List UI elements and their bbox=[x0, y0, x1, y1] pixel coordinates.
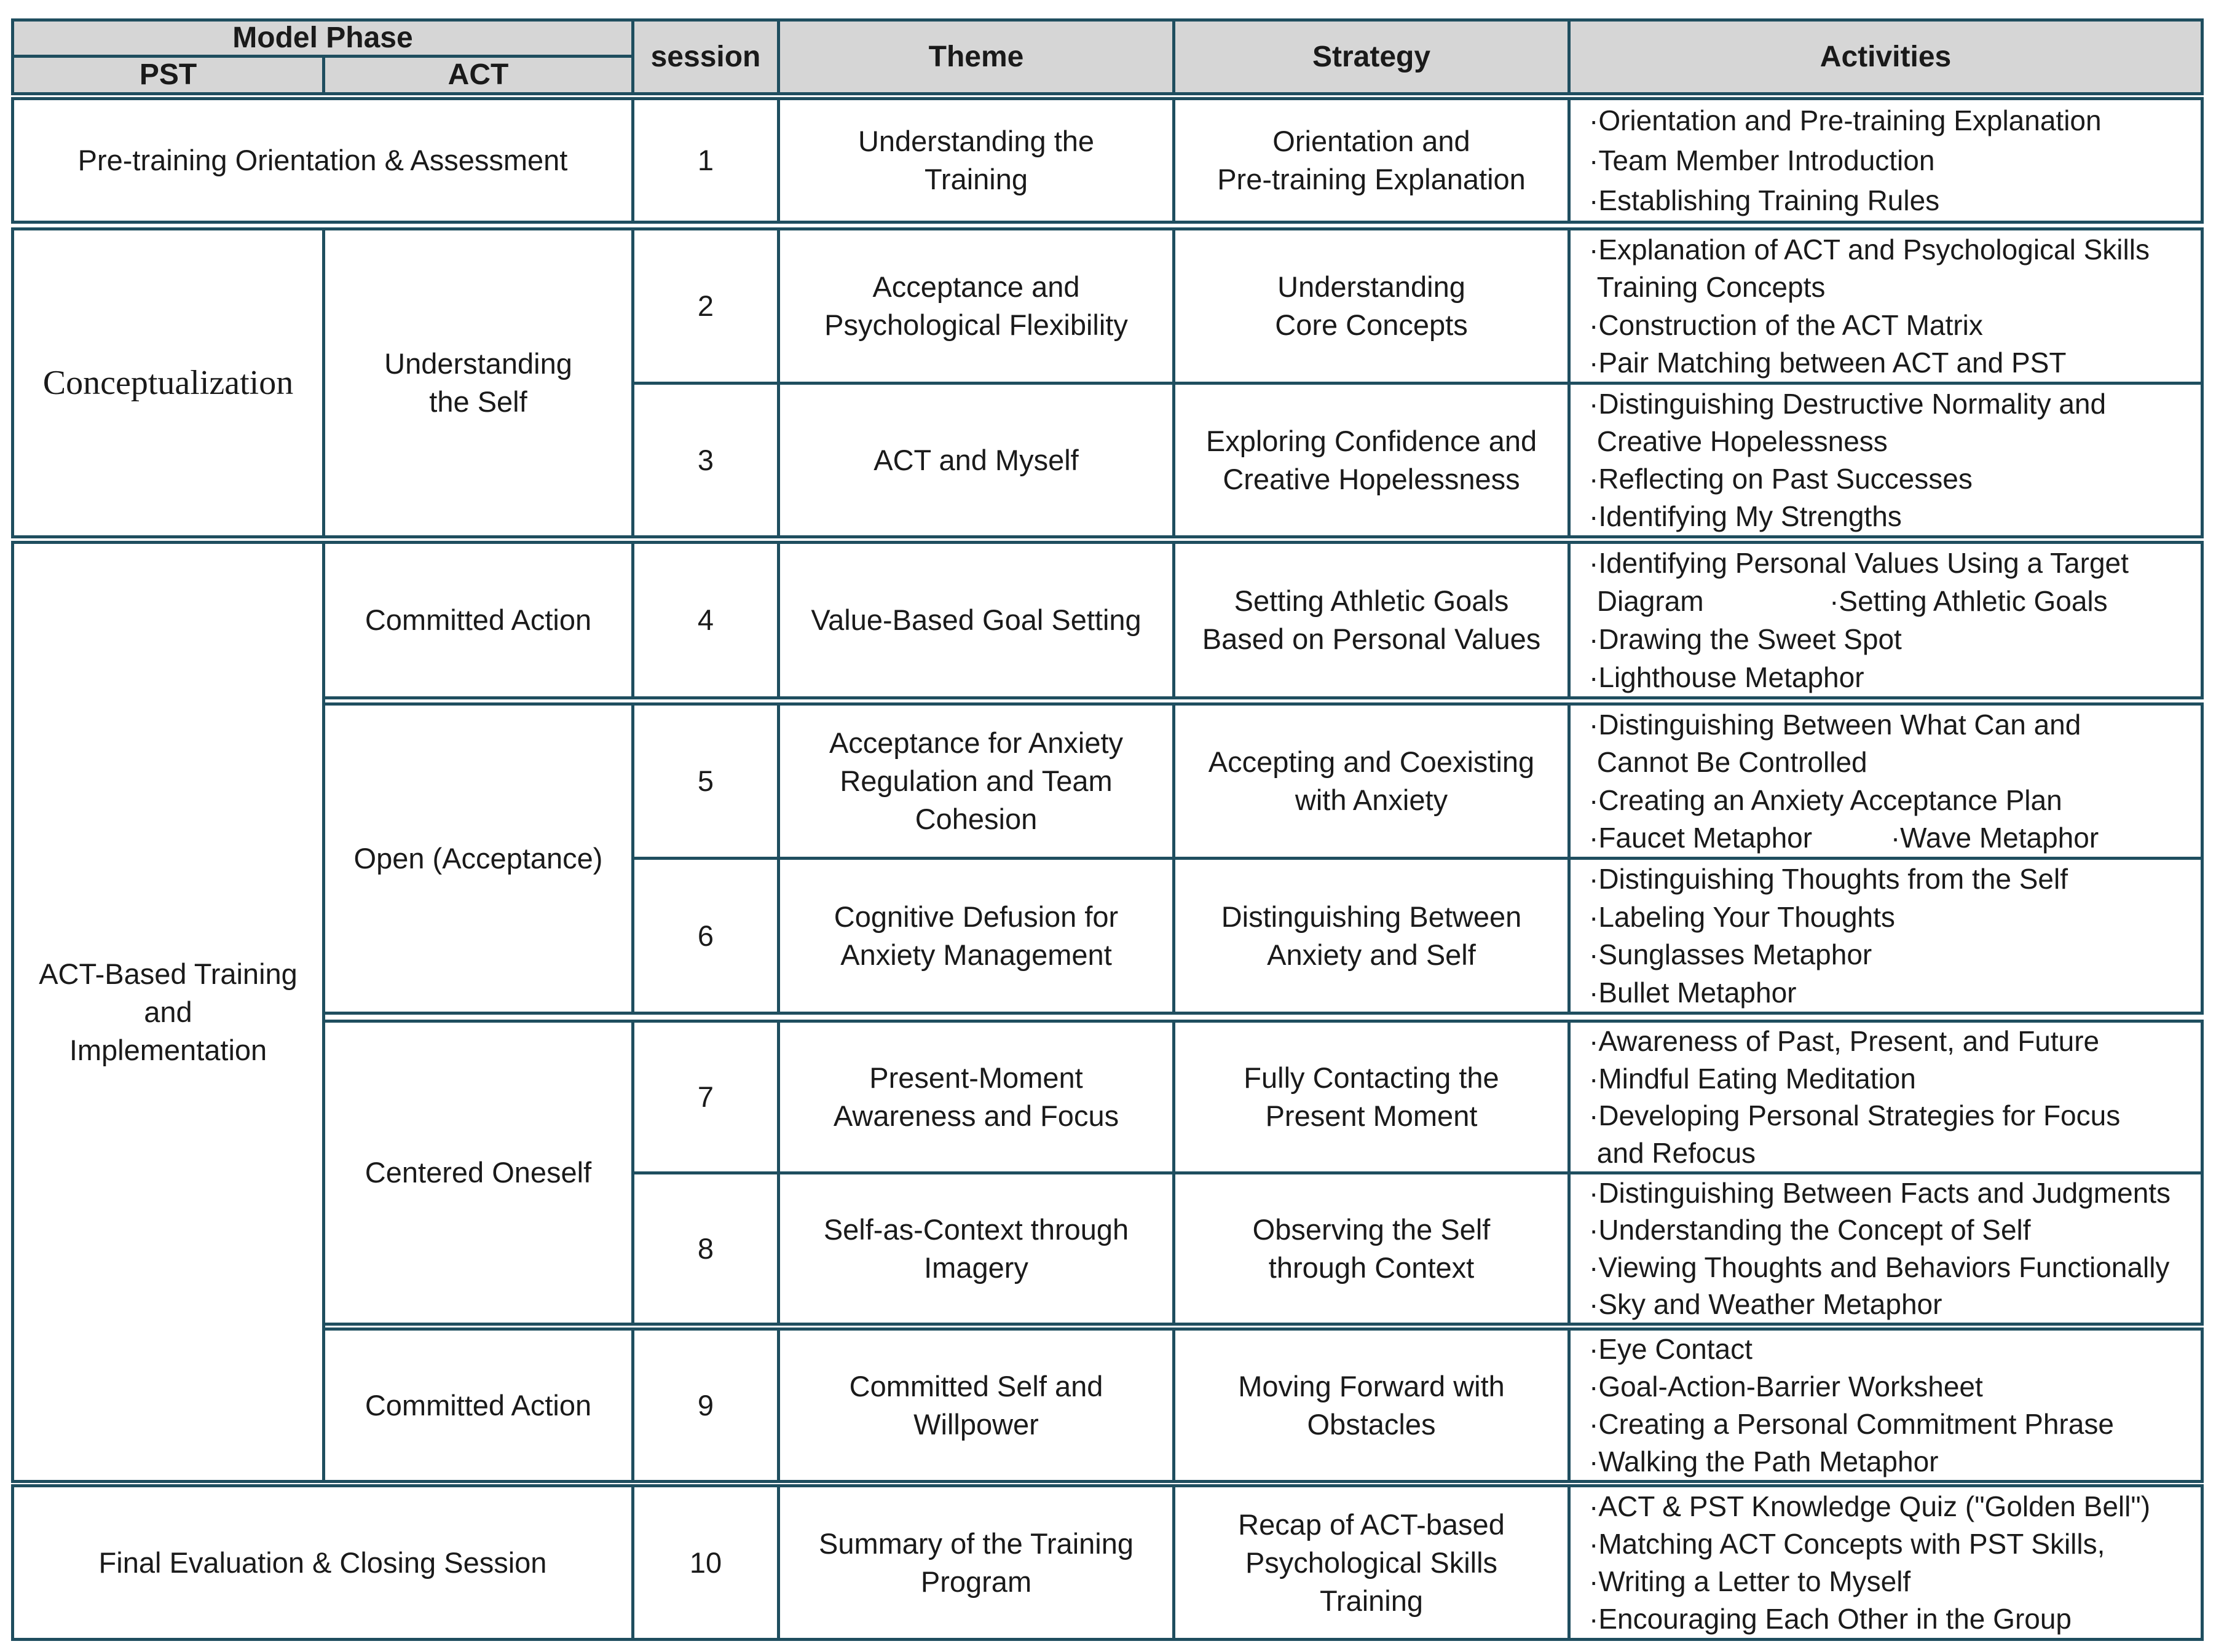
activity-item: ·Identifying My Strengths bbox=[1589, 500, 1902, 533]
activities-cell bbox=[1567, 702, 2204, 860]
activity-item: ·Distinguishing Destructive Normality and bbox=[1589, 387, 2107, 420]
strategy-cell: Observing the Self through Context bbox=[1172, 1171, 1571, 1326]
activity-item: ·Labeling Your Thoughts bbox=[1589, 900, 1895, 933]
activity-item: ·Creating an Anxiety Acceptance Plan bbox=[1589, 784, 2062, 816]
activity-item: ·Sunglasses Metaphor bbox=[1589, 938, 1872, 971]
session-cell: 1 bbox=[631, 97, 780, 224]
strategy-cell: Orientation and Pre-training Explanation bbox=[1172, 97, 1571, 224]
activities-cell bbox=[1567, 1328, 2204, 1483]
header-pst: PST bbox=[11, 55, 325, 95]
activities-list bbox=[1589, 230, 2201, 382]
strategy-cell: Setting Athletic Goals Based on Personal Values bbox=[1172, 541, 1571, 699]
activity-item: ·Mindful Eating Meditation bbox=[1589, 1062, 1916, 1095]
activities-cell bbox=[1567, 1484, 2204, 1641]
theme-cell: Present-Moment Awareness and Focus bbox=[777, 1020, 1175, 1174]
session-cell: 3 bbox=[631, 382, 780, 538]
phase-conceptualization: Conceptualization bbox=[11, 227, 325, 538]
activity-item: ·Identifying Personal Values Using a Target bbox=[1589, 547, 2129, 579]
header-act: ACT bbox=[322, 55, 634, 95]
activities-cell bbox=[1567, 1020, 2204, 1174]
act-committed-action-1: Committed Action bbox=[322, 541, 634, 699]
activity-item: ·ACT & PST Knowledge Quiz ("Golden Bell") bbox=[1589, 1490, 2151, 1522]
activity-item: ·Eye Contact bbox=[1589, 1333, 1753, 1366]
activities-list bbox=[1589, 860, 2201, 1012]
activity-item: ·Team Member Introduction bbox=[1589, 144, 1935, 176]
strategy-cell: Accepting and Coexisting with Anxiety bbox=[1172, 702, 1571, 860]
activity-item: Training Concepts bbox=[1589, 271, 1826, 304]
theme-cell: Value-Based Goal Setting bbox=[777, 541, 1175, 699]
activity-item: ·Viewing Thoughts and Behaviors Functionally bbox=[1589, 1251, 2170, 1283]
theme-cell: Understanding the Training bbox=[777, 97, 1175, 224]
activities-list bbox=[1589, 1023, 2201, 1171]
activity-item: ·Matching ACT Concepts with PST Skills, bbox=[1589, 1527, 2105, 1560]
theme-cell: Acceptance and Psychological Flexibility bbox=[777, 227, 1175, 385]
strategy-cell: Exploring Confidence and Creative Hopelessness bbox=[1172, 382, 1571, 538]
activity-item: ·Reflecting on Past Successes bbox=[1589, 463, 1973, 495]
act-open-acceptance: Open (Acceptance) bbox=[322, 702, 634, 1015]
activity-item: ·Lighthouse Metaphor bbox=[1589, 661, 1864, 693]
session-cell: 2 bbox=[631, 227, 780, 385]
activities-cell bbox=[1567, 97, 2204, 224]
theme-cell: Cognitive Defusion for Anxiety Management bbox=[777, 857, 1175, 1015]
activity-item: ·Sky and Weather Metaphor bbox=[1589, 1288, 1942, 1320]
phase-pretraining: Pre-training Orientation & Assessment bbox=[11, 97, 634, 224]
activity-item: Diagram ·Setting Athletic Goals bbox=[1589, 585, 2108, 617]
header-theme: Theme bbox=[777, 18, 1175, 95]
strategy-cell: Moving Forward with Obstacles bbox=[1172, 1328, 1571, 1483]
theme-cell: Committed Self and Willpower bbox=[777, 1328, 1175, 1483]
activities-list bbox=[1589, 706, 2201, 857]
activities-cell bbox=[1567, 227, 2204, 385]
activities-cell bbox=[1567, 541, 2204, 699]
activities-cell bbox=[1567, 382, 2204, 538]
activity-item: Cannot Be Controlled bbox=[1589, 746, 1867, 779]
activity-item: ·Developing Personal Strategies for Focus bbox=[1589, 1099, 2121, 1132]
activity-item: ·Creating a Personal Commitment Phrase bbox=[1589, 1407, 2114, 1440]
activity-item: ·Encouraging Each Other in the Group bbox=[1589, 1603, 2072, 1635]
session-cell: 5 bbox=[631, 702, 780, 860]
activities-list bbox=[1589, 544, 2201, 696]
strategy-cell: Fully Contacting the Present Moment bbox=[1172, 1020, 1571, 1174]
activity-item: ·Understanding the Concept of Self bbox=[1589, 1214, 2031, 1246]
activity-item: ·Writing a Letter to Myself bbox=[1589, 1565, 1911, 1598]
activities-list bbox=[1589, 1174, 2201, 1323]
theme-cell: Acceptance for Anxiety Regulation and Team Cohesion bbox=[777, 702, 1175, 860]
header-strategy: Strategy bbox=[1172, 18, 1571, 95]
header-activities: Activities bbox=[1567, 18, 2204, 95]
activity-item: ·Distinguishing Thoughts from the Self bbox=[1589, 862, 2068, 895]
header-model-phase: Model Phase bbox=[11, 18, 634, 58]
activity-item: ·Orientation and Pre-training Explanation bbox=[1589, 104, 2102, 136]
session-cell: 6 bbox=[631, 857, 780, 1015]
activities-cell bbox=[1567, 857, 2204, 1015]
activities-list bbox=[1589, 100, 2201, 221]
activities-cell bbox=[1567, 1171, 2204, 1326]
strategy-cell: Distinguishing Between Anxiety and Self bbox=[1172, 857, 1571, 1015]
activity-item: and Refocus bbox=[1589, 1136, 1756, 1169]
act-understanding-self: Understanding the Self bbox=[322, 227, 634, 538]
activity-item: ·Distinguishing Between Facts and Judgments bbox=[1589, 1177, 2171, 1210]
strategy-cell: Understanding Core Concepts bbox=[1172, 227, 1571, 385]
theme-cell: ACT and Myself bbox=[777, 382, 1175, 538]
act-committed-action-2: Committed Action bbox=[322, 1328, 634, 1483]
activities-list bbox=[1589, 385, 2201, 535]
act-centered-oneself: Centered Oneself bbox=[322, 1020, 634, 1326]
activity-item: ·Pair Matching between ACT and PST bbox=[1589, 347, 2067, 379]
activity-item: ·Drawing the Sweet Spot bbox=[1589, 623, 1902, 655]
session-cell: 8 bbox=[631, 1171, 780, 1326]
activity-item: ·Faucet Metaphor ·Wave Metaphor bbox=[1589, 822, 2099, 854]
phase-final: Final Evaluation & Closing Session bbox=[11, 1484, 634, 1641]
session-cell: 9 bbox=[631, 1328, 780, 1483]
session-cell: 10 bbox=[631, 1484, 780, 1641]
theme-cell: Summary of the Training Program bbox=[777, 1484, 1175, 1641]
activity-item: ·Bullet Metaphor bbox=[1589, 977, 1797, 1009]
activity-item: ·Walking the Path Metaphor bbox=[1589, 1445, 1939, 1477]
activities-list bbox=[1589, 1331, 2201, 1480]
activity-item: ·Distinguishing Between What Can and bbox=[1589, 708, 2081, 741]
activity-item: ·Awareness of Past, Present, and Future bbox=[1589, 1025, 2100, 1058]
strategy-cell: Recap of ACT-based Psychological Skills Training bbox=[1172, 1484, 1571, 1641]
session-cell: 7 bbox=[631, 1020, 780, 1174]
activities-list bbox=[1589, 1487, 2201, 1638]
activity-item: ·Explanation of ACT and Psychological Skills bbox=[1589, 233, 2150, 266]
phase-act-based: ACT-Based Training and Implementation bbox=[11, 541, 325, 1483]
theme-cell: Self-as-Context through Imagery bbox=[777, 1171, 1175, 1326]
activity-item: ·Construction of the ACT Matrix bbox=[1589, 309, 1983, 341]
session-cell: 4 bbox=[631, 541, 780, 699]
activity-item: ·Establishing Training Rules bbox=[1589, 184, 1940, 217]
header-session: session bbox=[631, 18, 780, 95]
activity-item: Creative Hopelessness bbox=[1589, 425, 1888, 457]
activity-item: ·Goal-Action-Barrier Worksheet bbox=[1589, 1371, 1983, 1403]
